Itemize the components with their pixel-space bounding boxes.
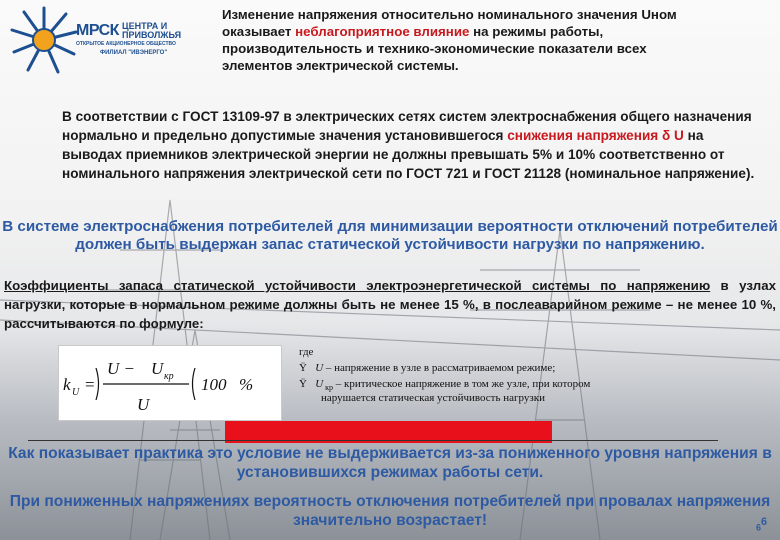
formula-den: U	[137, 395, 150, 414]
formula-eq: =	[85, 375, 95, 394]
formula-pct: %	[239, 375, 254, 394]
def1-text: – напряжение в узле в рассматриваемом режиме;	[323, 362, 556, 374]
coefficient-text: в узлах нагрузки, которые в нормальном режиме должны быть не менее 15 %, в послеаварийном режиме – не менее 10 %, рассчитываются по формуле:	[4, 278, 776, 331]
bracket-right	[96, 368, 99, 400]
gost-text-1: В соответствии с ГОСТ 13109-97 в электрических сетях систем электроснабжения общего назначения нормально и предельно допустимые значения установившегося	[62, 109, 752, 143]
page-number-value: 6	[761, 516, 768, 528]
intro-text-1: Изменение напряжения относительно номинального значения Uном оказывает	[222, 7, 677, 39]
formula-lhs: k	[63, 375, 71, 394]
def1-symbol: U	[315, 362, 324, 374]
logo-name-side	[122, 22, 181, 40]
stability-formula	[59, 346, 281, 420]
formula-box	[58, 345, 282, 421]
gost-text-2: на выводах приемников электрической энергии не должны превышать 5% и 10% соответственно от номинального напряжения электрической сети по ГОСТ 721 и ГОСТ 21128 (номинальное напряжение).	[62, 128, 755, 181]
coefficient-underlined: Коэффициенты запаса статической устойчивости электроэнергетической системы по напряжению	[4, 278, 711, 293]
def2-text: – критическое напряжение в том же узле, при котором	[333, 378, 591, 390]
gost-highlight: снижения напряжения δ U	[507, 128, 684, 143]
formula-num-a: U −	[107, 359, 135, 378]
def2-sub: кр	[323, 383, 334, 393]
coefficient-paragraph	[0, 276, 780, 333]
intro-text-2: на режимы работы, производительность и технико-экономические показатели всех элементов электрической системы.	[222, 24, 647, 73]
stability-heading: В системе электроснабжения потребителей для минимизации вероятности отключений потребителей должен быть выдержан запас статической устойчивости нагрузки по напряжению.	[2, 218, 778, 253]
logo-name-side-2: ПРИВОЛЖЬЯ	[122, 30, 182, 40]
logo-subtitle: ОТКРЫТОЕ АКЦИОНЕРНОЕ ОБЩЕСТВО	[76, 41, 176, 47]
definition-1	[299, 362, 555, 375]
intro-paragraph	[222, 6, 682, 74]
bullet-icon: Ÿ	[299, 378, 307, 390]
logo-branch: ФИЛИАЛ "ИВЭНЕРГО"	[100, 50, 168, 56]
bracket-left	[193, 368, 196, 400]
formula-num-b: U	[151, 359, 164, 378]
page-number-prefix: 6	[756, 522, 762, 533]
practice-heading: Как показывает практика это условие не выдерживается из-за пониженного уровня напряжения в установившихся режимах работы сети.	[8, 445, 772, 481]
logo-name-side-1: ЦЕНТРА И	[122, 21, 168, 31]
intro-highlight: неблагоприятное влияние	[295, 24, 470, 39]
sun-emblem-icon	[8, 4, 80, 76]
bullet-icon: Ÿ	[299, 362, 307, 374]
logo-name: МРСК	[76, 22, 119, 39]
risk-heading: При пониженных напряжениях вероятность отключения потребителей при провалах напряжения значительно возрастает!	[9, 493, 771, 529]
company-logo	[8, 4, 218, 76]
gost-paragraph	[62, 107, 762, 183]
def2-symbol: U	[315, 378, 324, 390]
formula-num-b-sub: кр	[164, 371, 174, 382]
definition-2-cont: нарушается статическая устойчивость нагрузки	[321, 392, 545, 404]
formula-lhs-sub: U	[72, 387, 80, 398]
divider-line	[28, 440, 718, 441]
page-number	[756, 516, 767, 533]
formula-mult: 100	[201, 375, 227, 394]
where-label: где	[299, 346, 314, 358]
